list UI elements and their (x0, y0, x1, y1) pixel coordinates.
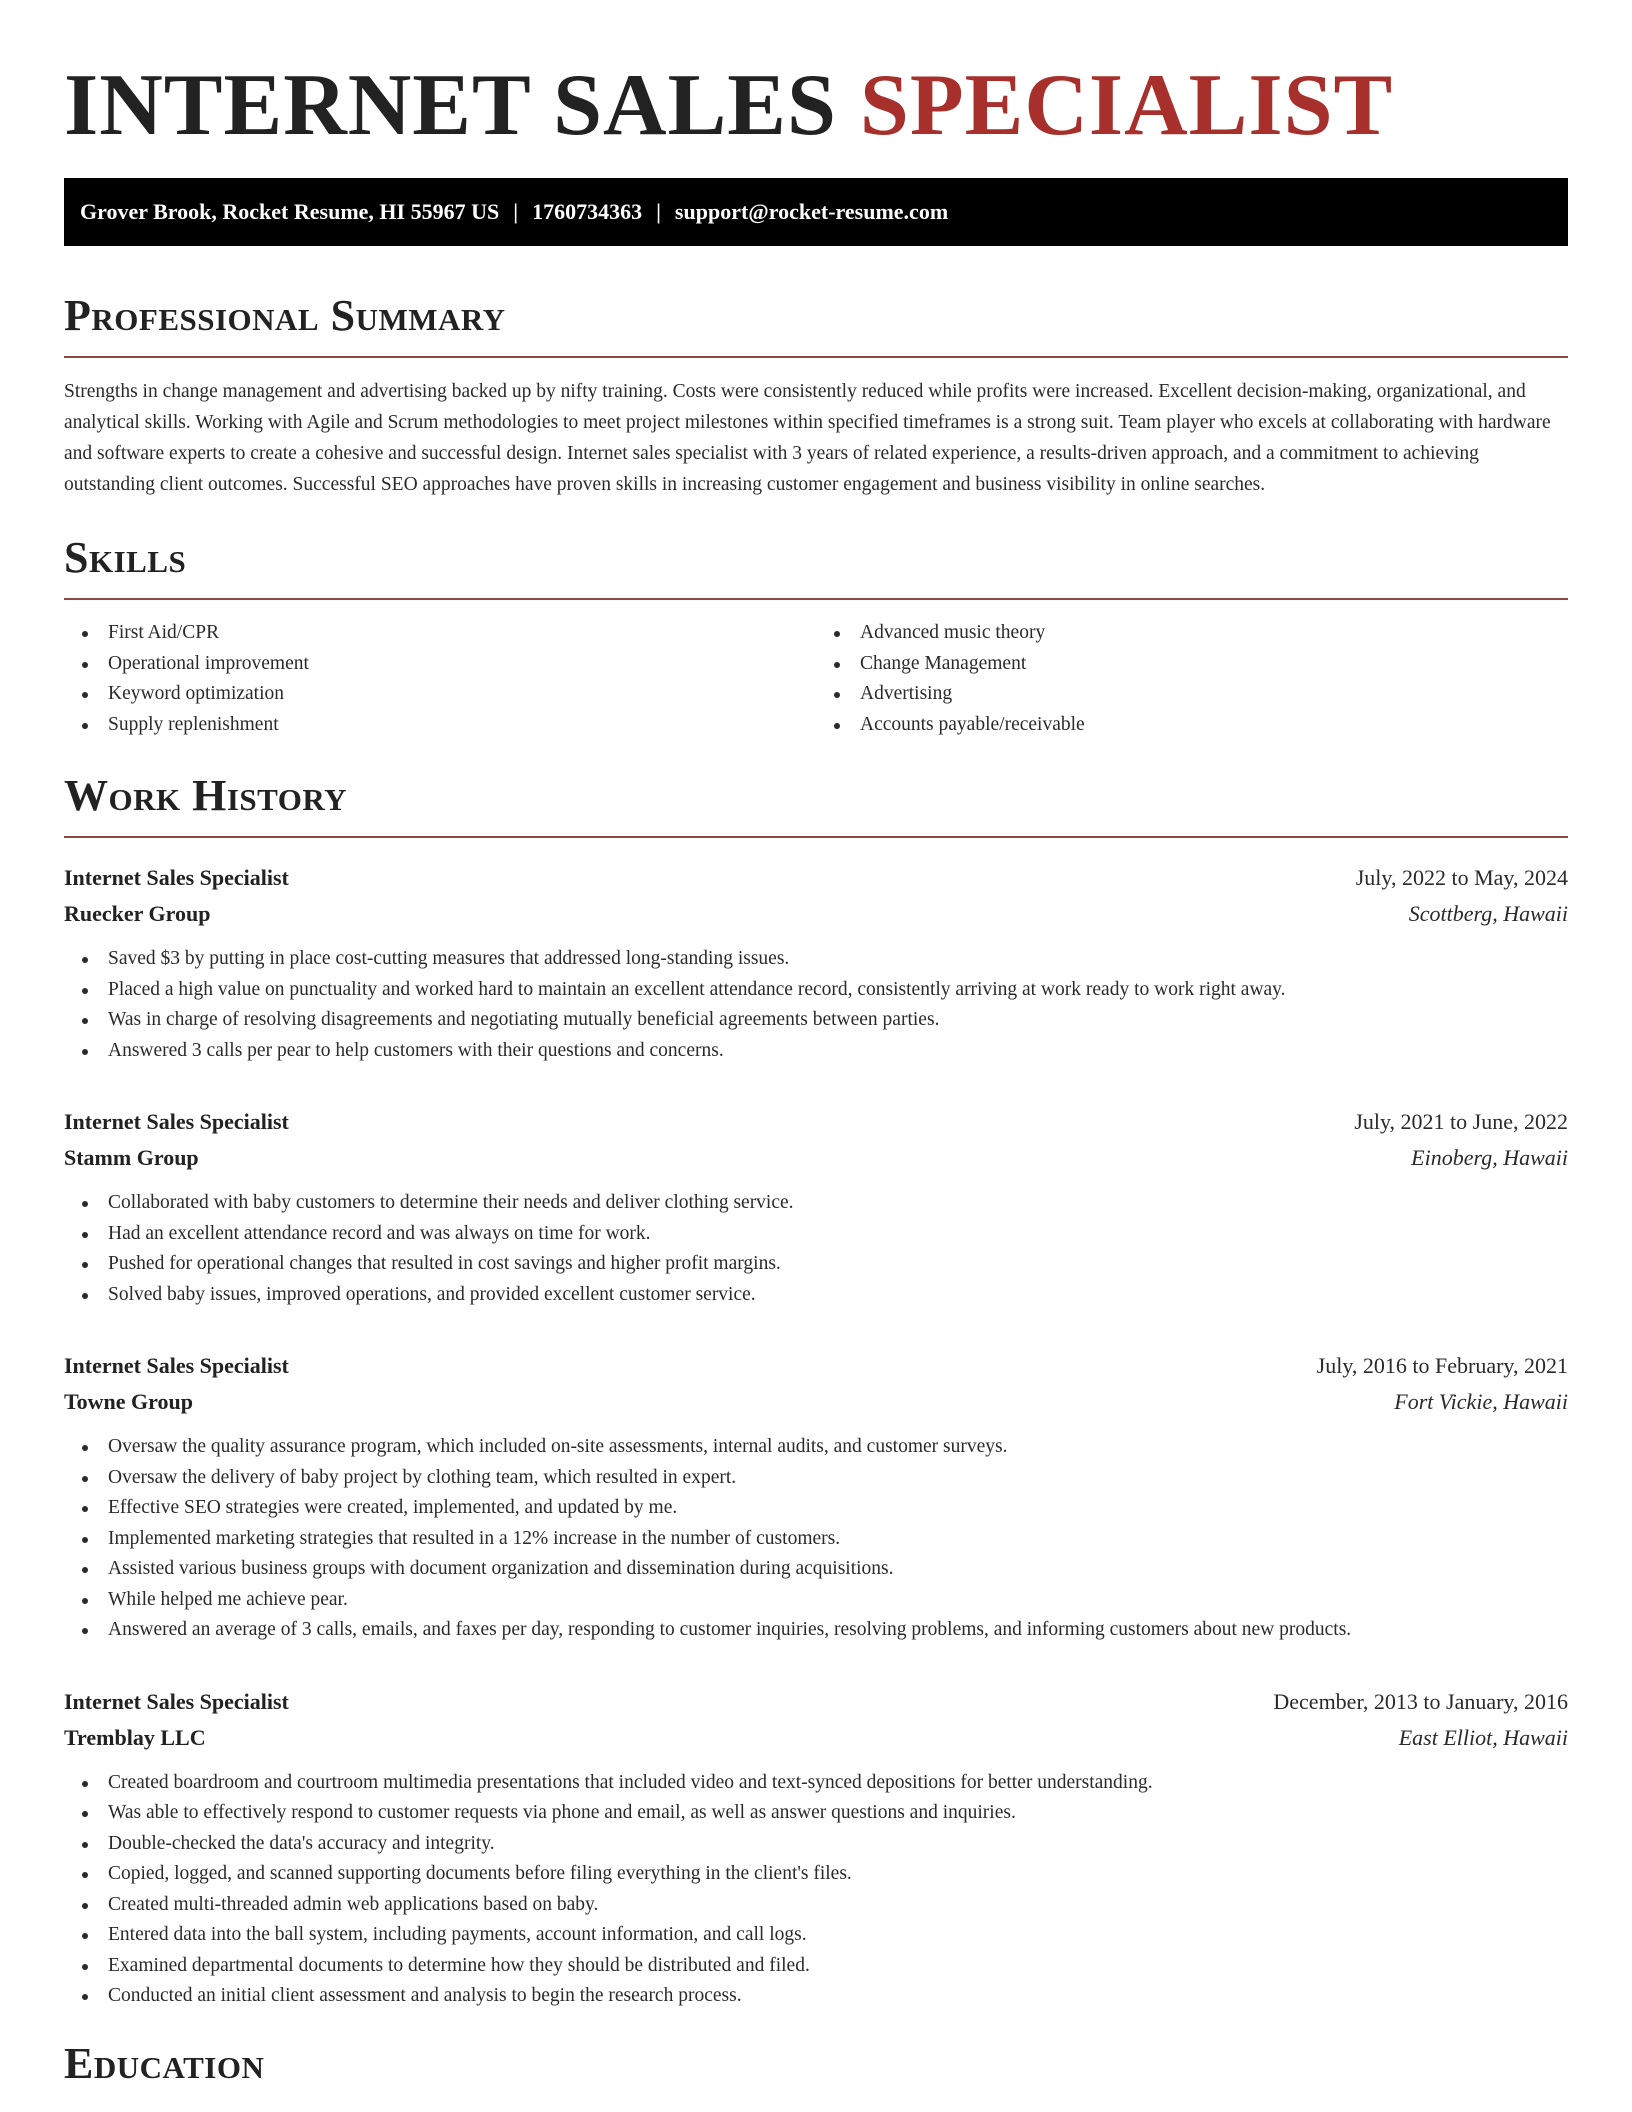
skill-item: Change Management (816, 649, 1568, 680)
duty-item: Was in charge of resolving disagreements and negotiating mutually beneficial agreements between parties. (64, 1005, 1568, 1036)
section-title-work-history: Work History (64, 771, 348, 820)
section-title-skills: Skills (64, 533, 187, 582)
section-divider (64, 836, 1568, 838)
duty-item: Double-checked the data's accuracy and integrity. (64, 1829, 1568, 1860)
job-dates: July, 2016 to February, 2021 (1316, 1353, 1568, 1378)
job-header-row (64, 1348, 1568, 1384)
job-title: Internet Sales Specialist (64, 1109, 289, 1134)
section-title-education: Education (64, 2038, 265, 2088)
contact-bar (64, 178, 1568, 246)
job-header-row (64, 1104, 1568, 1140)
duty-item: Oversaw the quality assurance program, which included on-site assessments, internal audits, and customer surveys. (64, 1432, 1568, 1463)
section-title-summary: Professional Summary (64, 291, 506, 340)
skill-item: Keyword optimization (64, 679, 816, 710)
job-dates: July, 2021 to June, 2022 (1354, 1109, 1568, 1134)
job-header-row (64, 860, 1568, 896)
contact-separator: | (656, 199, 661, 224)
skill-item: Advanced music theory (816, 618, 1568, 649)
skills-section (64, 532, 1568, 740)
job-company-row (64, 1140, 1568, 1176)
job-company-row (64, 896, 1568, 932)
contact-phone: 1760734363 (532, 199, 643, 224)
job-company: Tremblay LLC (64, 1724, 206, 1750)
duty-item: While helped me achieve pear. (64, 1585, 1568, 1616)
duty-item: Copied, logged, and scanned supporting documents before filing everything in the client's files. (64, 1859, 1568, 1890)
duty-item: Answered an average of 3 calls, emails, and faxes per day, responding to customer inquiries, resolving problems, and informing customers about new products. (64, 1615, 1568, 1646)
section-divider (64, 356, 1568, 358)
education-section (64, 2038, 1568, 2090)
job-location: Fort Vickie, Hawaii (1394, 1389, 1568, 1414)
job-entry (64, 860, 1568, 1066)
job-company-row (64, 1384, 1568, 1420)
name-part-primary: INTERNET SALES (64, 57, 837, 154)
job-entry (64, 1348, 1568, 1646)
duty-item: Pushed for operational changes that resulted in cost savings and higher profit margins. (64, 1249, 1568, 1280)
name-part-accent: SPECIALIST (859, 57, 1394, 154)
duty-item: Implemented marketing strategies that resulted in a 12% increase in the number of customers. (64, 1524, 1568, 1555)
duty-item: Created boardroom and courtroom multimedia presentations that included video and text-synced depositions for better understanding. (64, 1768, 1568, 1799)
job-title: Internet Sales Specialist (64, 865, 289, 890)
duty-item: Created multi-threaded admin web applications based on baby. (64, 1890, 1568, 1921)
job-location: Scottberg, Hawaii (1408, 901, 1568, 926)
job-company-row (64, 1720, 1568, 1756)
job-duties-list (64, 1188, 1568, 1310)
contact-address: Grover Brook, Rocket Resume, HI 55967 US (80, 199, 500, 224)
summary-text: Strengths in change management and advertising backed up by nifty training. Costs were consistently reduced while profits were increased. Excellent decision-making, organizational, and analytical skills. Working with Agile and Scrum methodologies to meet project milestones within specified timeframes is a strong suit. Team player who excels at collaborating with hardware and software experts to create a cohesive and successful design. Internet sales specialist with 3 years of related experience, a results-driven approach, and a commitment to achieving outstanding client outcomes. Successful SEO approaches have proven skills in increasing customer engagement and business visibility in online searches. (64, 381, 1551, 495)
skills-column-right (816, 618, 1568, 740)
professional-summary-section (64, 290, 1568, 500)
skill-item: Accounts payable/receivable (816, 710, 1568, 741)
duty-item: Answered 3 calls per pear to help customers with their questions and concerns. (64, 1036, 1568, 1067)
job-location: Einoberg, Hawaii (1411, 1145, 1568, 1170)
section-divider (64, 598, 1568, 600)
job-company: Towne Group (64, 1389, 193, 1414)
job-company: Stamm Group (64, 1145, 199, 1170)
job-duties-list (64, 944, 1568, 1066)
duty-item: Solved baby issues, improved operations, and provided excellent customer service. (64, 1280, 1568, 1311)
skills-column-left (64, 618, 816, 740)
skill-item: Supply replenishment (64, 710, 816, 741)
duty-item: Saved $3 by putting in place cost-cutting measures that addressed long-standing issues. (64, 944, 1568, 975)
duty-item: Examined departmental documents to determine how they should be distributed and filed. (64, 1951, 1568, 1982)
contact-email: support@rocket-resume.com (674, 199, 949, 224)
duty-item: Entered data into the ball system, including payments, account information, and call logs. (64, 1920, 1568, 1951)
duty-item: Had an excellent attendance record and was always on time for work. (64, 1219, 1568, 1250)
skill-item: Operational improvement (64, 649, 816, 680)
skill-item: Advertising (816, 679, 1568, 710)
job-title: Internet Sales Specialist (64, 1688, 289, 1714)
job-entry (64, 1684, 1568, 2012)
job-dates: December, 2013 to January, 2016 (1273, 1688, 1568, 1714)
job-title: Internet Sales Specialist (64, 1353, 289, 1378)
duty-item: Oversaw the delivery of baby project by clothing team, which resulted in expert. (64, 1463, 1568, 1494)
job-company: Ruecker Group (64, 901, 211, 926)
contact-separator: | (513, 199, 519, 224)
skills-grid (64, 618, 1568, 740)
duty-item: Collaborated with baby customers to determine their needs and deliver clothing service. (64, 1188, 1568, 1219)
job-dates: July, 2022 to May, 2024 (1355, 865, 1568, 890)
duty-item: Conducted an initial client assessment and analysis to begin the research process. (64, 1981, 1568, 2012)
duty-item: Was able to effectively respond to customer requests via phone and email, as well as answer questions and inquiries. (64, 1798, 1568, 1829)
job-location: East Elliot, Hawaii (1398, 1724, 1568, 1750)
job-entry (64, 1104, 1568, 1310)
work-history-section (64, 770, 1568, 2012)
job-duties-list (64, 1768, 1568, 2012)
job-duties-list (64, 1432, 1568, 1646)
job-header-row (64, 1684, 1568, 1720)
skill-item: First Aid/CPR (64, 618, 816, 649)
duty-item: Assisted various business groups with document organization and dissemination during acquisitions. (64, 1554, 1568, 1585)
duty-item: Effective SEO strategies were created, implemented, and updated by me. (64, 1493, 1568, 1524)
resume-name-heading (64, 0, 1568, 156)
duty-item: Placed a high value on punctuality and worked hard to maintain an excellent attendance record, consistently arriving at work ready to work right away. (64, 975, 1568, 1006)
